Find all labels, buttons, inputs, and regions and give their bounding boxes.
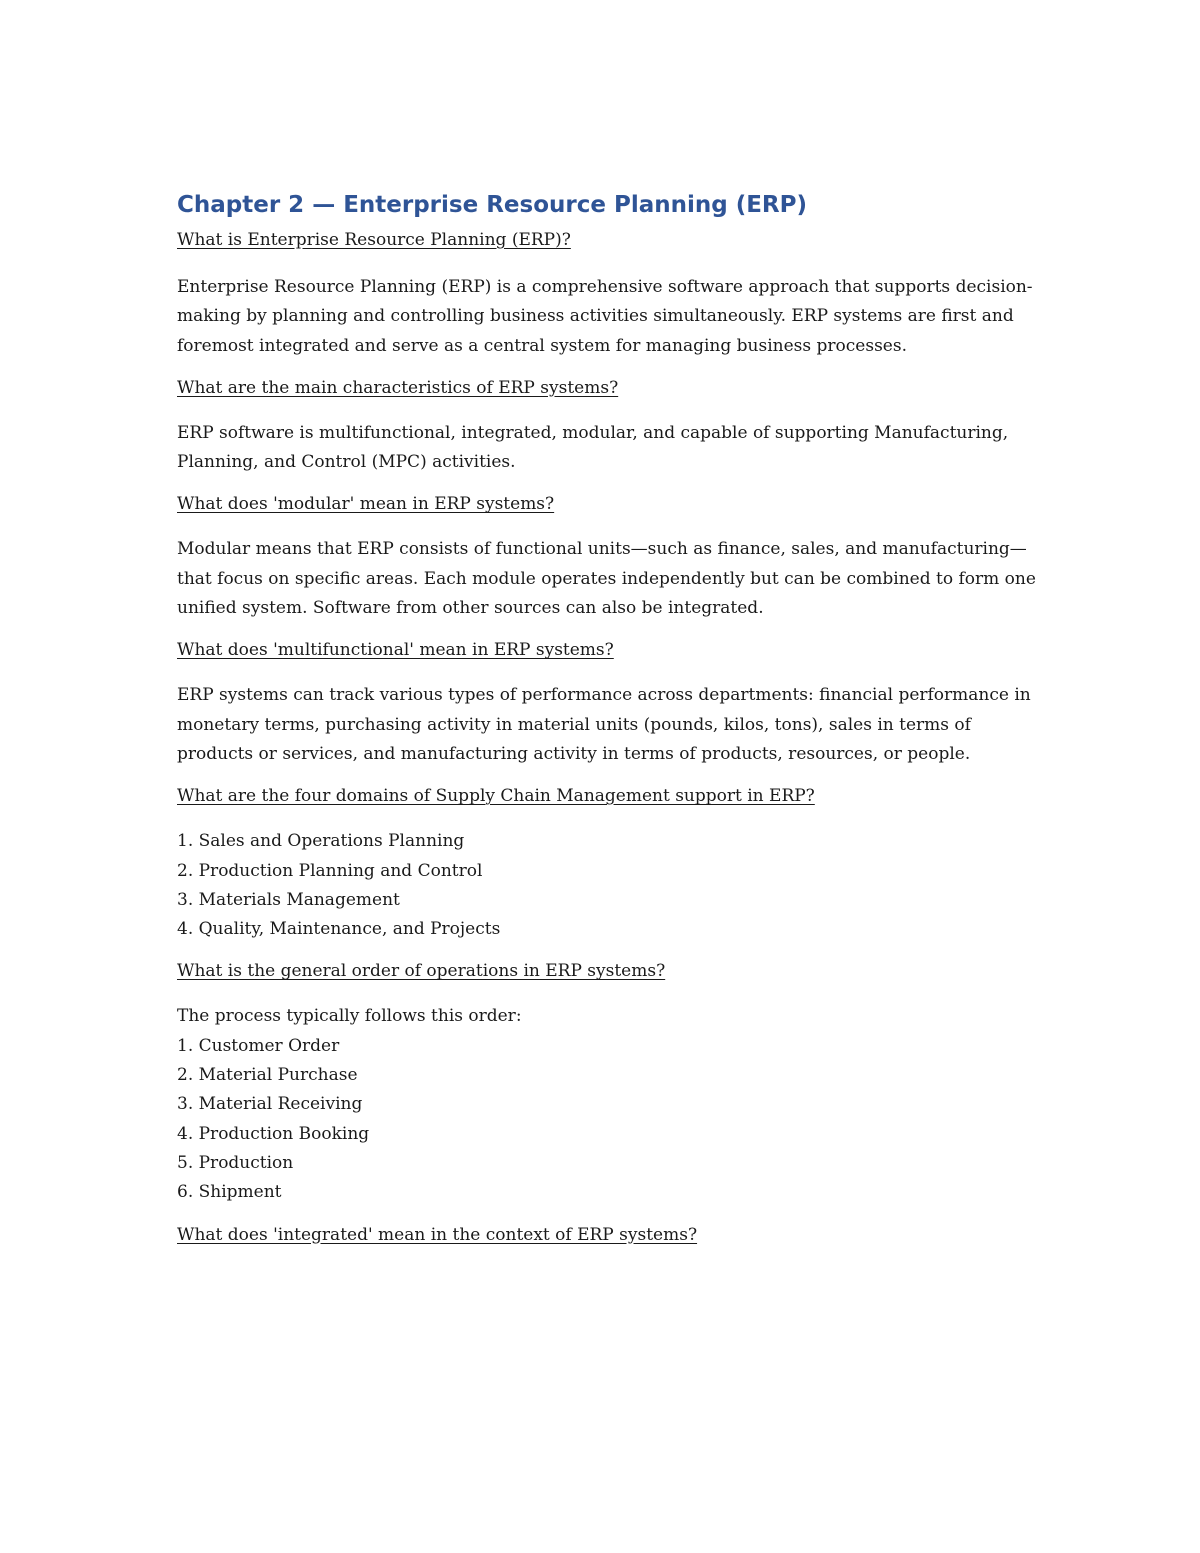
operations-list bbox=[177, 1032, 1037, 1208]
list-item: 4. Quality, Maintenance, and Projects bbox=[177, 919, 501, 940]
answer-paragraph: Enterprise Resource Planning (ERP) is a comprehensive software approach that supports decision-making by planning and controlling business activities simultaneously. ERP systems are first and foremost integrated and serve as a central system for managing business processes. bbox=[177, 277, 1033, 356]
list-item: 3. Materials Management bbox=[177, 889, 400, 910]
list-item: 1. Sales and Operations Planning bbox=[177, 831, 465, 852]
question-heading: What are the four domains of Supply Chain Management support in ERP? bbox=[177, 786, 815, 807]
chapter-title: Chapter 2 — Enterprise Resource Planning (ERP) bbox=[177, 192, 808, 218]
question-heading: What is Enterprise Resource Planning (ERP)? bbox=[177, 230, 571, 250]
question-heading: What does 'integrated' mean in the context of ERP systems? bbox=[177, 1224, 698, 1245]
question-heading: What is the general order of operations in ERP systems? bbox=[177, 961, 666, 982]
list-item: 2. Production Planning and Control bbox=[177, 860, 483, 881]
question-heading: What does 'modular' mean in ERP systems? bbox=[177, 494, 555, 515]
list-item: 1. Customer Order bbox=[177, 1035, 340, 1056]
list-intro: The process typically follows this order: bbox=[177, 1006, 522, 1027]
list-item: 3. Material Receiving bbox=[177, 1094, 363, 1115]
list-item: 6. Shipment bbox=[177, 1182, 282, 1203]
answer-paragraph: ERP software is multifunctional, integrated, modular, and capable of supporting Manufacturing, Planning, and Control (MPC) activities. bbox=[177, 422, 1009, 473]
list-item: 2. Material Purchase bbox=[177, 1065, 358, 1086]
question-heading: What does 'multifunctional' mean in ERP systems? bbox=[177, 640, 614, 661]
list-item: 4. Production Booking bbox=[177, 1123, 370, 1144]
domains-list bbox=[177, 827, 1037, 944]
answer-paragraph: ERP systems can track various types of performance across departments: financial performance in monetary terms, purchasing activity in material units (pounds, kilos, tons), sales in terms of products or services, and manufacturing activity in terms of products, resources, or people. bbox=[177, 685, 1031, 764]
list-item: 5. Production bbox=[177, 1152, 294, 1173]
answer-paragraph: Modular means that ERP consists of functional units—such as finance, sales, and manufacturing—that focus on specific areas. Each module operates independently but can be combined to form one unified system. Software from other sources can also be integrated. bbox=[177, 539, 1036, 619]
question-heading: What are the main characteristics of ERP systems? bbox=[177, 377, 619, 398]
document-content bbox=[177, 188, 1037, 1266]
